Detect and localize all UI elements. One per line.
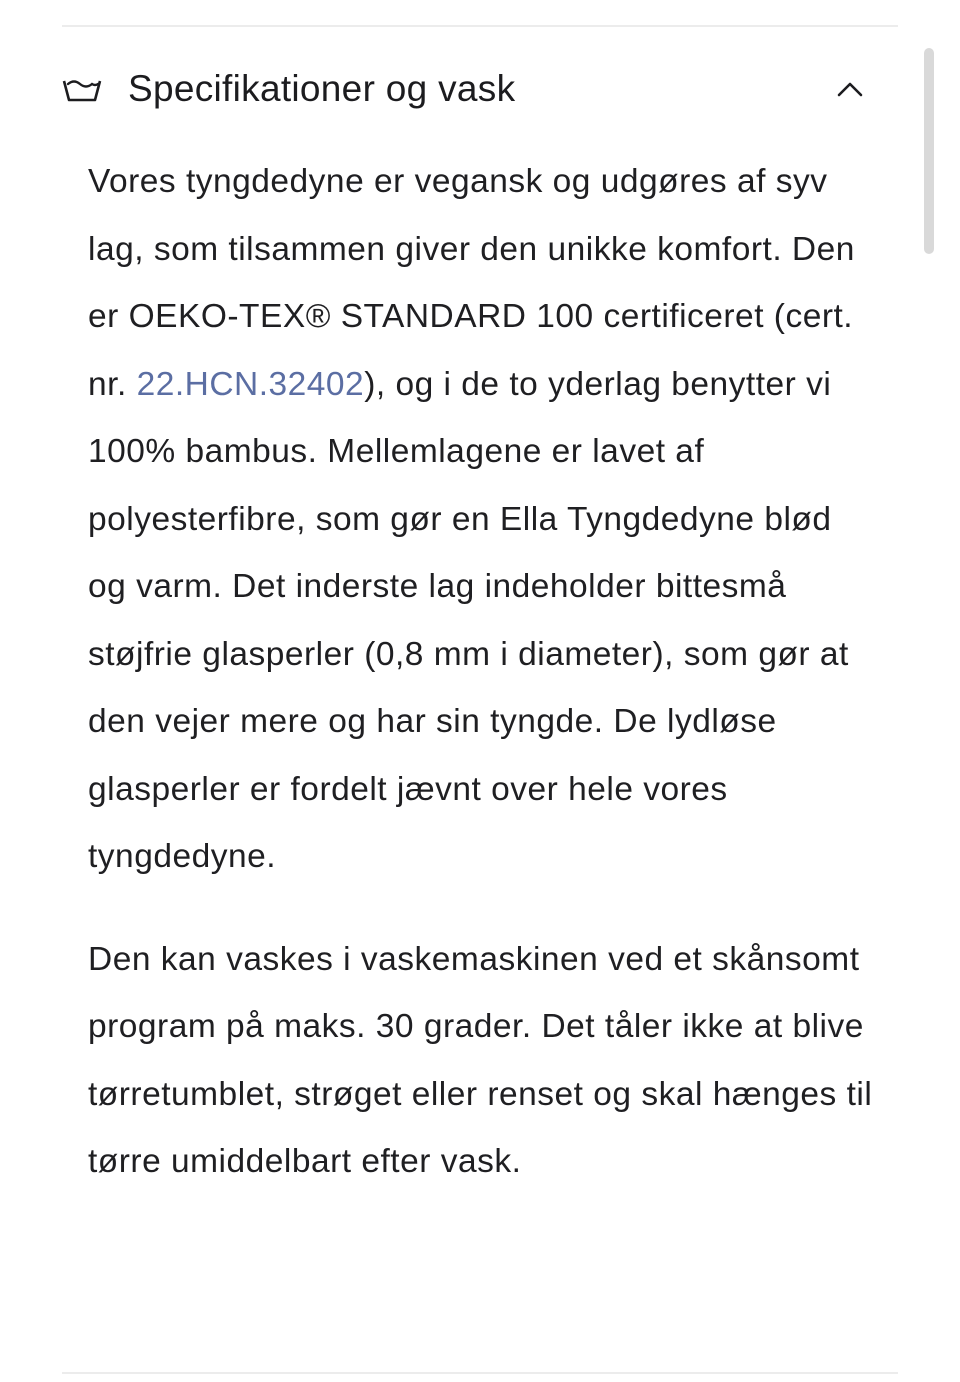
- bottom-divider: [62, 1372, 898, 1374]
- chevron-up-icon[interactable]: [836, 77, 864, 101]
- scrollbar-thumb[interactable]: [924, 48, 934, 254]
- specifications-accordion-header[interactable]: [62, 58, 872, 120]
- top-divider: [62, 25, 898, 27]
- washing-instructions-paragraph: Den kan vaskes i vaskemaskinen ved et skånsomt program på maks. 30 grader. Det tåler ikke at blive tørretumblet, strøget eller renset og skal hænges til tørre umiddelbart efter vask.: [88, 940, 873, 1180]
- accordion-title: Specifikationer og vask: [128, 68, 516, 109]
- certificate-link[interactable]: 22.HCN.32402: [136, 365, 365, 403]
- accordion-content: [88, 148, 878, 1196]
- description-paragraph: [88, 148, 878, 891]
- wash-basin-icon: [62, 74, 104, 104]
- description-text-end: ), og i de to yderlag benytter vi 100% bambus. Mellemlagene er lavet af polyesterfibre, som gør en Ella Tyngdedyne blød og varm. Det inderste lag indeholder bittesmå støjfrie glasperler (0,8 mm i diameter), som gør at den vejer mere og har sin tyngde. De lydløse glasperler er fordelt jævnt over hele vores tyngdedyne.: [88, 365, 849, 875]
- description-text-start: Vores tyngdedyne er vegansk og udgøres af syv lag, som tilsammen giver den unikke komfort. Den er OEKO-TEX® STANDARD 100 certificeret (cert. nr.: [88, 163, 855, 403]
